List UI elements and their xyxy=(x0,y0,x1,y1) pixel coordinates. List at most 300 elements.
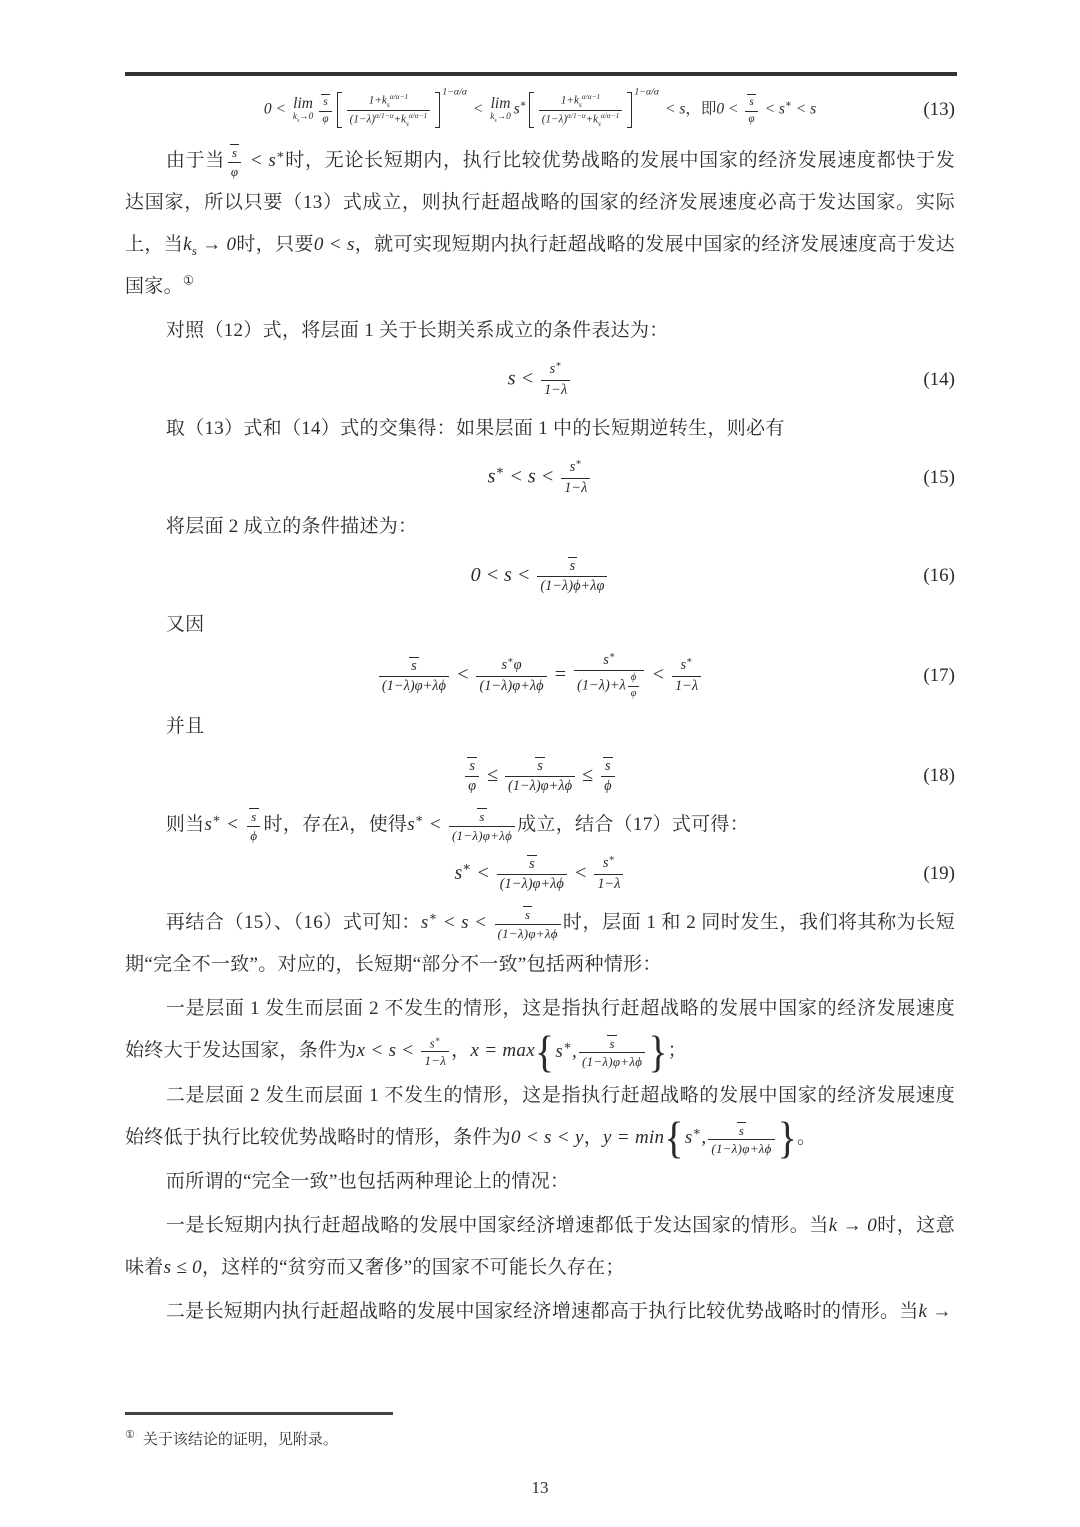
math-run: , xyxy=(701,1127,707,1149)
right-bracket xyxy=(435,92,440,128)
equation-number: (13) xyxy=(923,99,955,120)
math-run: φ xyxy=(748,112,755,125)
math-run: ∗ xyxy=(434,1033,442,1044)
footnote xyxy=(125,1428,845,1449)
math-run: α/α−1 xyxy=(581,92,601,102)
text-run: 二是层面 2 发生而层面 1 不发生的情形，这是指执行赶超战略的发展中国家的经济发展速度始终低于执行比较优势战略时的情形，条件为 xyxy=(125,1084,955,1148)
text-run: ， xyxy=(451,1040,471,1062)
math-run: k → xyxy=(918,1301,952,1323)
text-run: ① xyxy=(182,273,195,288)
math-run: α/α−1 xyxy=(389,92,409,102)
text-run: 二是长短期内执行赶超战略的发展中国家经济增速都高于执行比较优势战略时的情形。当 xyxy=(165,1301,919,1323)
text-run: ， xyxy=(583,1126,603,1148)
math-run: s xyxy=(598,118,601,128)
math-overline xyxy=(603,757,613,775)
equation-number: (16) xyxy=(923,565,955,586)
math-run: 1−α/α xyxy=(442,86,468,98)
math-run: k xyxy=(490,112,495,123)
fraction-numerator xyxy=(474,808,489,826)
math-run: s xyxy=(386,100,390,110)
math-fraction xyxy=(495,906,561,941)
math-superscript xyxy=(462,859,471,874)
footnote-rule xyxy=(125,1412,393,1415)
fraction-numerator xyxy=(600,757,616,776)
math-run: φ xyxy=(230,163,239,179)
fraction-numerator xyxy=(744,94,758,110)
paragraph-13 xyxy=(125,1291,955,1333)
math-superscript xyxy=(563,1038,572,1052)
math-run: s xyxy=(605,757,611,774)
left-bracket xyxy=(529,92,534,128)
equation-number: (15) xyxy=(923,467,955,488)
math-fraction xyxy=(537,557,607,596)
math-overline xyxy=(737,1122,746,1138)
fraction-denominator xyxy=(495,924,561,942)
text-run: 取（13）式和（14）式的交集得：如果层面 1 中的长短期逆转生，则必有 xyxy=(165,418,785,439)
math-run: s xyxy=(501,657,508,674)
paragraph-1 xyxy=(125,140,955,308)
text-run: 而所谓的“完全一致”也包括两种理论上的情况： xyxy=(165,1171,570,1193)
fraction-denominator xyxy=(672,676,701,695)
equation-17 xyxy=(125,652,955,700)
math-run: (1−λ)φ+λϕ xyxy=(507,778,573,795)
math-superscript xyxy=(520,99,527,110)
fraction-denominator xyxy=(539,110,623,127)
math-run: ∗ xyxy=(686,656,693,667)
math-superscript xyxy=(390,92,408,101)
text-run: 一是长短期内执行赶超战略的发展中国家经济增速都低于发达国家的情形。当 xyxy=(165,1215,829,1237)
math-run: s xyxy=(680,657,687,674)
math-run: 0 < s < xyxy=(470,563,536,586)
math-run: ϕ xyxy=(604,778,612,795)
math-run: 1−λ xyxy=(597,875,621,892)
text-run: 将层面 2 成立的条件描述为： xyxy=(165,516,418,537)
math-run: 0 < xyxy=(716,100,743,118)
fraction-numerator xyxy=(227,144,242,162)
math-run: s xyxy=(602,855,609,872)
text-run: 一是层面 1 发生而层面 2 不发生的情形，这是指执行赶超战略的发展中国家的经济发展速度始终大于发达国家，条件为 xyxy=(125,998,955,1062)
fraction-denominator xyxy=(379,676,449,695)
fraction-denominator xyxy=(561,478,590,497)
fraction-numerator xyxy=(628,672,639,685)
math-fraction xyxy=(541,361,570,399)
math-exponent xyxy=(442,87,467,98)
equation-13 xyxy=(125,88,955,132)
math-run: s xyxy=(479,809,485,825)
fraction-numerator xyxy=(498,657,524,675)
math-run: (1−λ)φ+λϕ xyxy=(479,677,544,694)
math-run: 1−λ xyxy=(564,479,588,496)
equation-body xyxy=(181,86,899,128)
math-run: s xyxy=(537,757,543,774)
math-run: ∗ xyxy=(784,99,792,111)
math-run: s xyxy=(569,459,576,476)
math-run: ∗ xyxy=(563,1038,572,1053)
math-run: < s < xyxy=(437,912,493,934)
math-fraction xyxy=(579,1035,645,1070)
text-run: 对照（12）式，将层面 1 关于长期关系成立的条件表达为： xyxy=(165,320,669,341)
math-superscript xyxy=(785,99,792,110)
math-run: ∗ xyxy=(555,360,562,371)
math-run: , xyxy=(571,1040,578,1062)
text-run: 时，只要 xyxy=(236,234,314,255)
math-run: ∗ xyxy=(276,147,285,162)
fraction-denominator xyxy=(449,826,515,844)
math-run: s xyxy=(251,809,257,825)
math-run: s xyxy=(323,96,328,109)
math-run: ≤ xyxy=(481,763,503,786)
math-run: (1−λ)φ+λϕ xyxy=(451,827,513,843)
math-run: s xyxy=(749,96,754,109)
math-run: (1−λ)φ+λϕ xyxy=(711,1141,772,1157)
text-run: 由于当 xyxy=(165,150,225,171)
math-limit xyxy=(490,96,510,124)
fraction-denominator xyxy=(505,776,575,795)
math-run: ∗ xyxy=(495,462,505,478)
fraction-denominator xyxy=(465,776,479,795)
math-overline xyxy=(568,557,578,575)
math-limit xyxy=(293,96,313,124)
math-run: x = max xyxy=(470,1040,535,1062)
fraction-numerator xyxy=(464,757,480,776)
math-run: < xyxy=(646,663,670,686)
math-run: y = min xyxy=(603,1126,665,1148)
equation-number: (14) xyxy=(923,369,955,390)
math-run: < xyxy=(568,861,593,884)
math-superscript xyxy=(212,812,221,826)
math-run: s xyxy=(405,118,409,128)
math-run: s ≤ 0 xyxy=(163,1257,202,1279)
math-run: < s xyxy=(760,100,785,118)
math-run: 1−λ xyxy=(674,677,699,694)
paragraph-9 xyxy=(125,988,955,1077)
math-overline xyxy=(467,757,477,775)
math-run: (1−λ)+λ xyxy=(577,677,626,694)
math-overline xyxy=(523,906,532,922)
text-run: 再结合（15）、（16）式可知： xyxy=(165,912,421,934)
math-superscript xyxy=(601,111,619,120)
math-run: < s xyxy=(661,100,686,118)
text-run: 成立，结合（17）式可得： xyxy=(517,814,750,836)
equation-16 xyxy=(125,554,955,598)
header-rule xyxy=(125,72,957,76)
equation-body xyxy=(181,652,899,700)
math-run: k xyxy=(183,234,192,255)
math-run: (1−λ)φ+λϕ xyxy=(499,876,564,893)
paragraph-2 xyxy=(125,310,955,352)
text-run: ； xyxy=(667,1040,687,1062)
fraction-denominator xyxy=(347,110,431,127)
limit-word: lim xyxy=(490,94,511,112)
math-run: s xyxy=(738,1122,745,1138)
math-fraction xyxy=(379,657,449,696)
brace-content xyxy=(554,1031,648,1073)
math-run: s xyxy=(420,912,429,934)
math-run: < xyxy=(450,663,475,686)
text-run: ，就可实现短期内执行赶超战略的发展中国家的经济发展速度高于发达国家。 xyxy=(125,234,955,297)
math-overline xyxy=(477,808,486,824)
math-overline xyxy=(321,94,329,108)
math-superscript xyxy=(609,651,615,661)
math-overline xyxy=(607,1035,616,1051)
math-fraction xyxy=(628,672,640,700)
math-run: s xyxy=(609,1035,615,1051)
math-superscript xyxy=(575,458,581,468)
math-run: < s < xyxy=(504,465,560,488)
math-superscript xyxy=(409,111,427,120)
fraction-numerator xyxy=(520,906,535,924)
right-brace: } xyxy=(648,1026,668,1077)
math-run: k xyxy=(292,112,297,123)
math-superscript xyxy=(582,92,600,101)
equation-body xyxy=(181,757,899,796)
fraction-denominator xyxy=(228,162,241,180)
math-run: ∗ xyxy=(507,656,514,667)
fraction-numerator xyxy=(677,657,695,675)
math-run: ϕ xyxy=(250,827,258,843)
paragraph-5 xyxy=(125,604,955,646)
math-run: (1−λ)φ+λϕ xyxy=(497,925,558,941)
math-superscript xyxy=(183,274,195,288)
math-run: = xyxy=(548,663,573,686)
math-run: s xyxy=(684,1127,693,1149)
math-run: → 0 xyxy=(197,234,237,255)
bracket-content xyxy=(536,92,626,128)
footnote-text: 关于该结论的证明，见附录。 xyxy=(142,1432,338,1448)
math-run: 1−λ xyxy=(544,381,568,398)
math-run: 1+k xyxy=(368,94,387,107)
math-fraction xyxy=(708,1122,774,1157)
text-run: ，使得 xyxy=(349,814,408,836)
text-run: 又因 xyxy=(165,614,205,635)
text-run: 则当 xyxy=(165,814,205,836)
text-run: 时，层面 1 和 2 同时发生，我们将其称为长短期“完全不一致”。对应的，长短期“部分不一致”包括两种情形： xyxy=(125,912,956,976)
equation-18 xyxy=(125,754,955,798)
math-fraction xyxy=(347,93,431,127)
math-run: +k xyxy=(585,113,599,126)
equation-14 xyxy=(125,358,955,402)
page-number: 13 xyxy=(531,1478,549,1497)
math-run: s xyxy=(191,243,198,258)
math-brace-group xyxy=(534,1026,668,1077)
fraction-numerator xyxy=(532,757,548,776)
math-fraction xyxy=(744,94,758,126)
math-fraction xyxy=(497,855,567,894)
math-overline xyxy=(409,657,419,675)
footnote-marker: ① xyxy=(125,1429,135,1441)
math-run: s xyxy=(555,1040,564,1062)
math-run: s xyxy=(469,757,475,774)
math-superscript xyxy=(567,111,585,120)
fraction-numerator xyxy=(366,93,411,109)
math-fraction xyxy=(476,657,546,695)
math-run: s xyxy=(204,814,213,836)
math-superscript xyxy=(415,812,424,826)
math-run: s xyxy=(231,145,238,161)
math-exponent xyxy=(634,87,659,98)
math-overline xyxy=(230,144,239,160)
fraction-denominator xyxy=(421,1051,449,1069)
math-run: s xyxy=(603,652,609,668)
math-run: s xyxy=(578,100,582,110)
math-run: ϕ xyxy=(630,672,637,684)
paragraph-10 xyxy=(125,1075,955,1164)
math-run: (1−λ) xyxy=(349,113,376,126)
math-subscript xyxy=(387,100,390,109)
math-run: 0 < xyxy=(263,100,290,118)
math-fraction xyxy=(246,808,261,843)
paragraph-6 xyxy=(125,706,955,748)
bracket-body-group xyxy=(337,92,441,128)
math-run: < xyxy=(469,100,488,118)
fraction-numerator xyxy=(600,652,618,670)
paragraph-11 xyxy=(125,1161,955,1203)
math-fraction xyxy=(505,757,575,796)
math-run: s xyxy=(487,465,496,488)
math-run: ∗ xyxy=(414,811,424,826)
equation-19 xyxy=(125,852,955,896)
math-run: ∗ xyxy=(519,99,527,111)
fraction-numerator xyxy=(246,808,261,826)
math-fraction xyxy=(318,94,332,126)
right-brace: } xyxy=(777,1112,798,1164)
fraction-denominator xyxy=(497,874,567,893)
math-run: λ xyxy=(340,814,350,836)
math-run: (1−λ)φ+λϕ xyxy=(582,1054,643,1070)
text-run: 时，存在 xyxy=(263,814,341,836)
fraction-numerator xyxy=(734,1122,749,1140)
brace-content xyxy=(684,1117,778,1159)
math-run: x < s < xyxy=(356,1040,420,1062)
math-run: (1−λ) xyxy=(541,113,568,126)
equation-body xyxy=(181,557,899,596)
fraction-numerator xyxy=(567,459,585,477)
math-fraction xyxy=(227,144,242,179)
math-run: s xyxy=(524,907,531,923)
document-content xyxy=(125,84,955,1335)
math-run: ∗ xyxy=(575,458,582,469)
equation-15 xyxy=(125,456,955,500)
math-run: s xyxy=(549,361,556,378)
math-run: α/α−1 xyxy=(600,110,620,120)
fraction-denominator xyxy=(745,111,757,126)
math-fraction xyxy=(539,93,623,127)
fraction-numerator xyxy=(565,557,581,576)
fraction-numerator xyxy=(604,1035,619,1053)
math-run: 1−α/α xyxy=(634,86,660,98)
fraction-denominator xyxy=(594,874,623,893)
math-run: s xyxy=(494,118,497,124)
math-run: φ xyxy=(322,112,329,125)
fraction-numerator xyxy=(558,93,603,109)
math-run: s xyxy=(429,1034,435,1050)
math-run: 0 < s xyxy=(313,234,355,255)
math-run: k → 0 xyxy=(828,1215,878,1237)
math-run: φ xyxy=(513,657,522,674)
math-fraction xyxy=(449,808,515,843)
equation-number: (19) xyxy=(923,863,955,885)
equation-body xyxy=(181,855,899,894)
left-brace: { xyxy=(664,1112,684,1164)
math-fraction xyxy=(574,652,644,700)
text-run: ，即 xyxy=(685,100,717,118)
math-run: < xyxy=(471,861,495,884)
equation-body xyxy=(181,361,899,399)
math-run: ∗ xyxy=(462,859,472,875)
math-fraction xyxy=(594,855,623,893)
paragraph-4 xyxy=(125,506,955,548)
fraction-denominator xyxy=(708,1139,774,1157)
bracket-content xyxy=(344,92,434,128)
math-bracket-group xyxy=(529,86,660,128)
math-run: 1+k xyxy=(560,94,579,107)
math-bracket-group xyxy=(337,86,468,128)
math-run: ∗ xyxy=(428,909,438,924)
math-run: 1−λ xyxy=(424,1053,447,1069)
math-overline xyxy=(535,757,545,775)
math-superscript xyxy=(555,360,561,370)
right-bracket xyxy=(627,92,632,128)
math-run: (1−λ)φ+λϕ xyxy=(381,678,446,695)
math-superscript xyxy=(435,1034,441,1044)
text-run: 并且 xyxy=(165,716,205,738)
fraction-denominator xyxy=(537,576,607,595)
math-fraction xyxy=(561,459,590,497)
limit-word: lim xyxy=(293,94,313,112)
math-run: φ xyxy=(468,778,477,795)
paragraph-12 xyxy=(125,1205,955,1289)
fraction-numerator xyxy=(318,94,332,110)
math-run: φ xyxy=(630,687,637,699)
paragraph-8 xyxy=(125,902,955,986)
math-run: s xyxy=(411,657,417,674)
math-run: ≤ xyxy=(577,763,599,786)
math-run: s xyxy=(407,814,415,836)
paragraph-7 xyxy=(125,804,955,846)
fraction-numerator xyxy=(406,657,422,676)
math-run: s xyxy=(513,100,520,118)
fraction-denominator xyxy=(247,826,260,844)
math-superscript xyxy=(608,855,614,865)
math-run: ∗ xyxy=(608,854,615,865)
fraction-numerator xyxy=(427,1035,444,1052)
math-fraction xyxy=(600,757,616,796)
limit-subscript xyxy=(490,113,510,124)
math-run: 0 < s < y xyxy=(511,1126,584,1148)
text-run: 。 xyxy=(797,1126,817,1148)
fraction-denominator xyxy=(574,670,644,700)
math-run: ∗ xyxy=(212,811,221,826)
math-run: α/1−α xyxy=(375,110,394,120)
math-run: s xyxy=(529,855,535,872)
math-superscript xyxy=(276,148,285,162)
math-run: < xyxy=(220,814,245,836)
text-run: 时，这意味着 xyxy=(125,1215,955,1279)
bracket-body-group xyxy=(529,92,633,128)
equation-number: (18) xyxy=(923,765,955,787)
fraction-denominator xyxy=(319,111,331,126)
fraction-numerator xyxy=(524,855,540,874)
math-run: s xyxy=(454,861,463,884)
fraction-denominator xyxy=(628,686,640,700)
math-run: +k xyxy=(393,113,406,126)
math-fraction xyxy=(464,757,480,796)
paragraph-3 xyxy=(125,408,955,450)
math-subscript xyxy=(579,100,582,109)
math-run: (1−λ)ϕ+λφ xyxy=(540,578,605,594)
math-run: s < xyxy=(507,367,540,390)
equation-number: (17) xyxy=(923,665,955,687)
